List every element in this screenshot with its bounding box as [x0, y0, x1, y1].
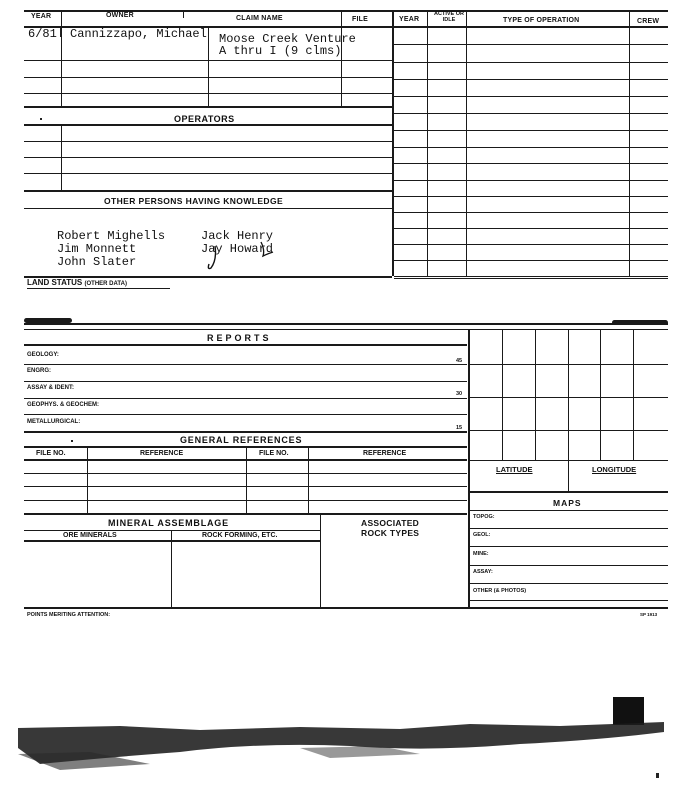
dot: [656, 773, 659, 778]
col-reference-2: REFERENCE: [363, 450, 407, 457]
longitude-label: LONGITUDE: [592, 465, 637, 474]
reports-area: [0, 300, 678, 620]
claim-name-line-1: Moose Creek Venture: [219, 32, 356, 46]
person-name: John Slater: [57, 255, 137, 269]
header-active-idle: ACTIVE OR IDLE: [434, 11, 464, 23]
other-persons-heading: OTHER PERSONS HAVING KNOWLEDGE: [104, 196, 284, 206]
person-name: Jack Henry: [201, 229, 274, 243]
person-name: Robert Mighells: [57, 229, 166, 243]
form-number: SP 1913: [640, 612, 658, 617]
report-label-assay: ASSAY & IDENT:: [27, 385, 75, 391]
header-type-of-operation: TYPE OF OPERATION: [503, 17, 580, 24]
land-status-label: [27, 278, 127, 287]
claim-table: [0, 0, 678, 280]
header-file: FILE: [352, 16, 368, 23]
col-reference: REFERENCE: [140, 450, 184, 457]
header-year: YEAR: [31, 13, 52, 20]
associated-rock-types-2: ROCK TYPES: [361, 528, 420, 538]
header-year-2: YEAR: [399, 16, 420, 23]
report-mark-15: 15: [456, 425, 463, 431]
col-ore-minerals: ORE MINERALS: [63, 532, 117, 539]
land-status-sub: (OTHER DATA): [84, 281, 127, 287]
person-name: Jim Monnett: [57, 242, 137, 256]
col-file-no: FILE NO.: [36, 450, 66, 457]
land-status-heading: LAND STATUS: [27, 278, 83, 287]
col-rock-forming: ROCK FORMING, ETC.: [202, 532, 278, 539]
header-claim-name: CLAIM NAME: [236, 15, 283, 22]
mineral-assemblage-heading: MINERAL ASSEMBLAGE: [108, 518, 229, 528]
scan-artifact-edge: [0, 718, 678, 778]
report-label-metallurgical: METALLURGICAL:: [27, 419, 81, 425]
report-label-geology: GEOLOGY:: [27, 352, 59, 358]
maps-label-geol: GEOL:: [473, 532, 491, 538]
general-references-heading: GENERAL REFERENCES: [180, 435, 303, 445]
handwriting-mark: [205, 238, 275, 272]
operators-dot: [40, 118, 42, 120]
reports-heading: REPORTS: [207, 333, 272, 343]
report-mark-45: 45: [456, 358, 463, 364]
dot: [71, 440, 73, 442]
maps-label-other: OTHER (& PHOTOS): [473, 588, 527, 594]
operators-heading: OPERATORS: [174, 114, 235, 124]
claim-year-value: 6/81: [28, 27, 57, 41]
claim-year-tick: [60, 28, 61, 37]
report-label-engrg: ENGRG:: [27, 368, 51, 374]
maps-label-assay: ASSAY:: [473, 569, 493, 575]
claim-name-line-2: A thru I (9 clms): [219, 44, 342, 58]
report-mark-30: 30: [456, 391, 463, 397]
person-name-handwritten: Jay Howard: [201, 242, 274, 256]
maps-heading: MAPS: [553, 498, 582, 508]
col-file-no-2: FILE NO.: [259, 450, 289, 457]
maps-label-topog: TOPOG:: [473, 514, 495, 520]
report-label-geophys: GEOPHYS. & GEOCHEM:: [27, 402, 100, 408]
points-meriting-attention: POINTS MERITING ATTENTION:: [27, 612, 111, 618]
header-owner: OWNER: [106, 12, 134, 19]
maps-label-mine: MINE:: [473, 551, 489, 557]
header-crew: CREW: [637, 18, 660, 25]
owner-value: Cannizzapo, Michael: [70, 27, 207, 41]
latitude-label: LATITUDE: [496, 465, 533, 474]
associated-rock-types-1: ASSOCIATED: [361, 518, 420, 528]
